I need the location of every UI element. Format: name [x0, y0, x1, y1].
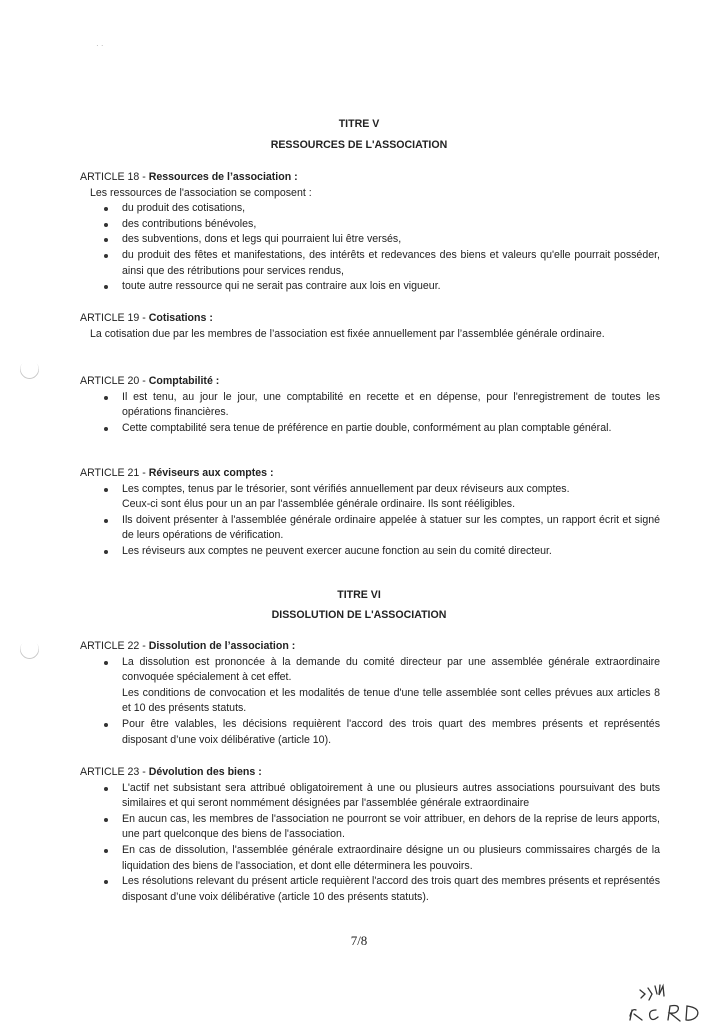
list-item-continuation: Ceux-ci sont élus pour un an par l'assemblée générale ordinaire. Ils sont rééligibles. — [122, 498, 516, 511]
list-item: Les réviseurs aux comptes ne peuvent exercer aucune fonction au sein du comité directeur. — [104, 544, 660, 560]
article-heading — [80, 170, 660, 186]
list-item: des contributions bénévoles, — [104, 217, 660, 233]
list-item: Il est tenu, au jour le jour, une comptabilité en recette et en dépense, pour l'enregistrement de toutes les opérations financières. — [104, 390, 660, 421]
article-text: La cotisation due par les membres de l’association est fixée annuellement par l’assemblée générale ordinaire. — [90, 327, 605, 340]
article-23 — [80, 765, 660, 905]
article-number: ARTICLE 22 - — [80, 640, 149, 652]
bullet-list — [80, 717, 660, 748]
article-number: ARTICLE 19 - — [80, 312, 149, 324]
list-item: toute autre ressource qui ne serait pas contraire aux lois en vigueur. — [104, 279, 660, 295]
article-18 — [80, 170, 660, 295]
section-subtitle: RESSOURCES DE L'ASSOCIATION — [270, 139, 448, 151]
section-title: TITRE V — [338, 118, 380, 130]
article-title: Ressources de l’association : — [148, 171, 298, 183]
article-22 — [80, 639, 660, 748]
list-item: du produit des fêtes et manifestations, des intérêts et redevances des biens et valeurs qu'elle pourrait posséder, ainsi que des rétributions pour services rendus, — [104, 248, 660, 279]
bullet-list — [80, 390, 660, 437]
punch-hole-mark — [16, 636, 43, 663]
section-subtitle: DISSOLUTION DE L'ASSOCIATION — [271, 609, 447, 621]
article-title: Dissolution de l’association : — [148, 640, 296, 652]
article-title: Réviseurs aux comptes : — [148, 467, 274, 479]
bullet-list — [80, 655, 660, 686]
article-heading — [80, 374, 660, 390]
article-number: ARTICLE 20 - — [80, 375, 149, 387]
article-heading — [80, 765, 660, 781]
article-number: ARTICLE 21 - — [80, 467, 149, 479]
article-heading — [80, 311, 660, 327]
scan-mark: · · — [96, 41, 104, 50]
article-title: Dévolution des biens : — [148, 766, 262, 778]
article-19 — [80, 311, 660, 342]
article-title: Comptabilité : — [148, 375, 220, 387]
bullet-list — [80, 781, 660, 906]
article-number: ARTICLE 23 - — [80, 766, 149, 778]
list-item: En cas de dissolution, l'assemblée générale extraordinaire désigne un ou plusieurs commissaires chargés de la liquidation des biens de l'association, et dont elle déterminera les pouvoirs. — [104, 843, 660, 874]
list-item-continuation: Les conditions de convocation et les modalités de tenue d'une telle assemblée sont celles prévues aux articles 8 et 10 des présents statuts. — [122, 686, 660, 715]
bullet-list — [80, 482, 660, 498]
section-title: TITRE VI — [337, 589, 381, 601]
article-number: ARTICLE 18 - — [80, 171, 149, 183]
article-intro: Les ressources de l'association se composent : — [90, 186, 312, 199]
article-heading — [80, 639, 660, 655]
list-item: Pour être valables, les décisions requièrent l'accord des trois quart des membres présents et représentés disposant d’une voix délibérative (article 10). — [104, 717, 660, 748]
list-item: des subventions, dons et legs qui pourraient lui être versés, — [104, 232, 660, 248]
page-number: 7/8 — [350, 933, 368, 948]
bullet-list — [80, 201, 660, 295]
bullet-list — [80, 513, 660, 560]
list-item: En aucun cas, les membres de l'association ne pourront se voir attribuer, en dehors de la reprise de leurs apports, une part quelconque des biens de l'association. — [104, 812, 660, 843]
list-item: Les résolutions relevant du présent article requièrent l'accord des trois quart des membres présents et représentés disposant d’une voix délibérative (article 10 des présents statuts). — [104, 874, 660, 905]
article-title: Cotisations : — [148, 312, 213, 324]
punch-hole-mark — [16, 356, 43, 383]
list-item: La dissolution est prononcée à la demande du comité directeur par une assemblée générale extraordinaire convoquée spécialement à cet effet. — [104, 655, 660, 686]
handwritten-initials — [622, 980, 712, 1024]
list-item: L'actif net subsistant sera attribué obligatoirement à une ou plusieurs autres associations poursuivant des buts similaires et qui seront nommément désignées par l'assemblée générale extraordinaire — [104, 781, 660, 812]
list-item: Ils doivent présenter à l'assemblée générale ordinaire appelée à statuer sur les comptes, un rapport écrit et signé de leurs opérations de vérification. — [104, 513, 660, 544]
article-21 — [80, 466, 660, 560]
list-item: du produit des cotisations, — [104, 201, 660, 217]
article-20 — [80, 374, 660, 436]
list-item: Cette comptabilité sera tenue de préférence en partie double, conformément au plan comptable général. — [104, 421, 660, 437]
list-item: Les comptes, tenus par le trésorier, sont vérifiés annuellement par deux réviseurs aux comptes. — [104, 482, 660, 498]
article-heading — [80, 466, 660, 482]
